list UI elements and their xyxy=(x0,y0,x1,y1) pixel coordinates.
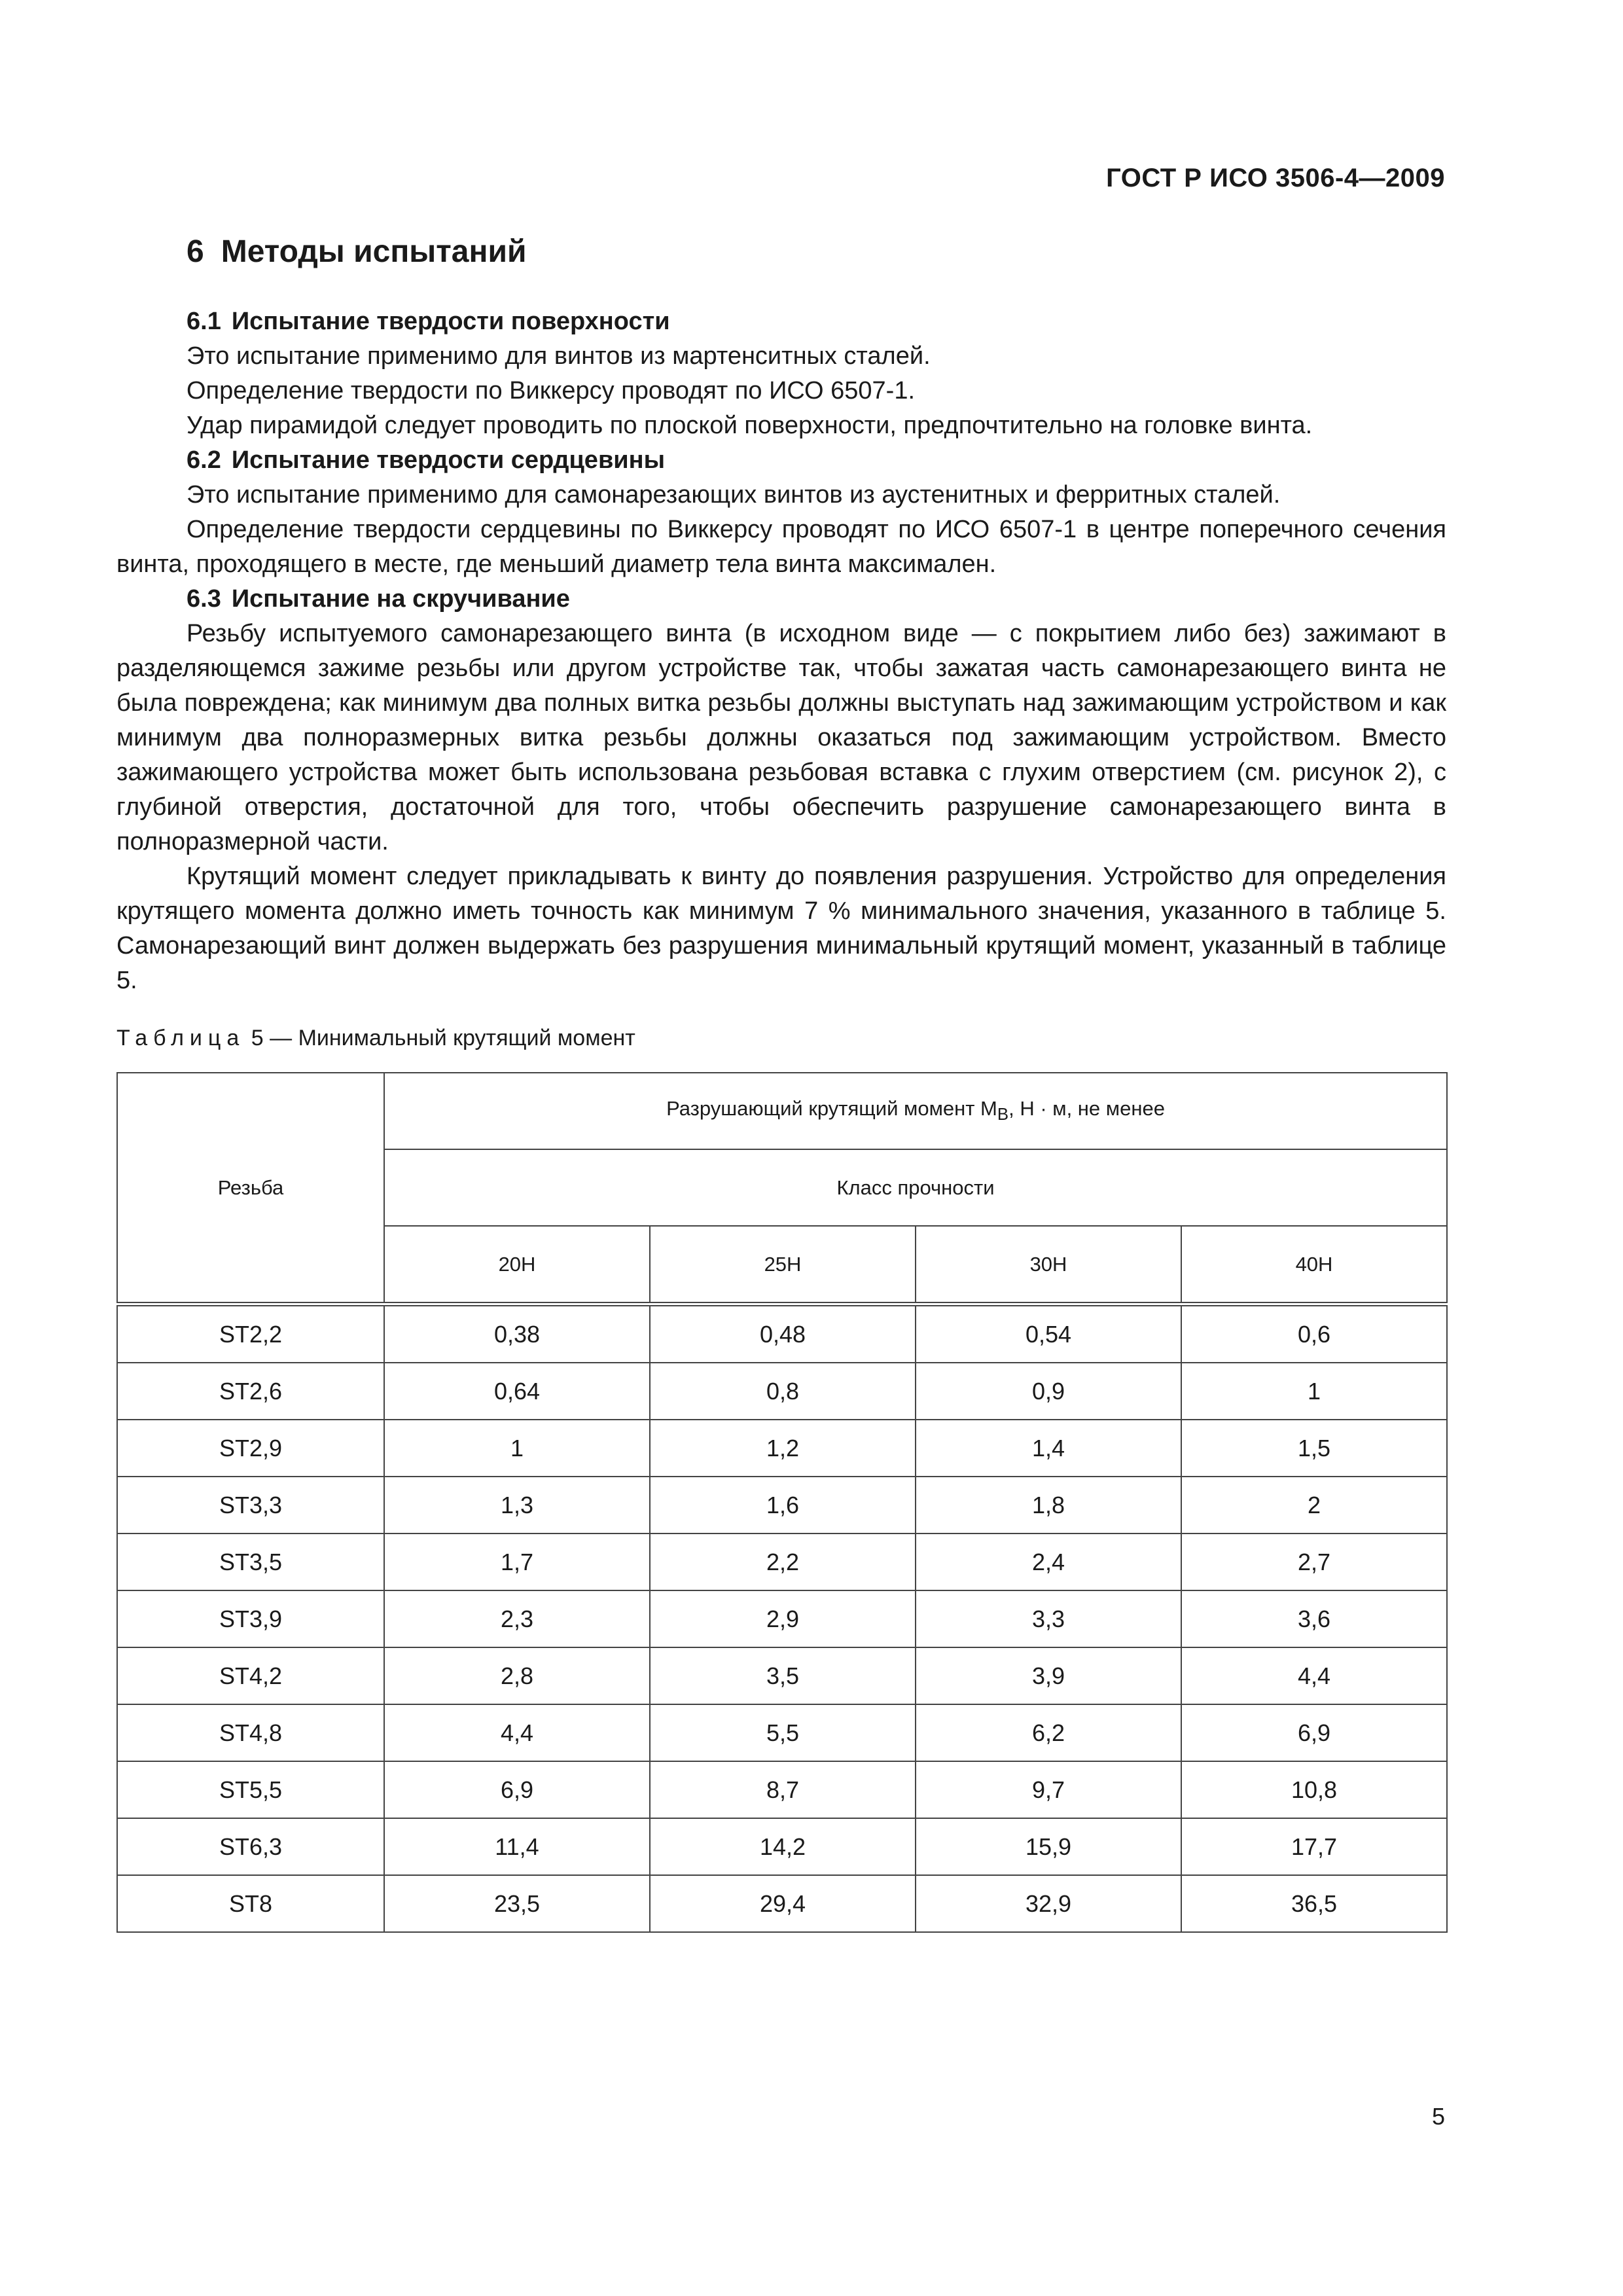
section-body xyxy=(116,304,1446,998)
torque-value-cell: 0,64 xyxy=(384,1363,650,1420)
torque-value-cell: 0,48 xyxy=(650,1304,916,1363)
class-30h: 30H xyxy=(916,1226,1181,1304)
table-caption-label: Таблица xyxy=(116,1026,245,1050)
thread-cell: ST4,8 xyxy=(117,1704,384,1761)
torque-value-cell: 15,9 xyxy=(916,1818,1181,1875)
table-row xyxy=(117,1818,1447,1875)
torque-value-cell: 2,4 xyxy=(916,1534,1181,1590)
torque-value-cell: 1,4 xyxy=(916,1420,1181,1477)
torque-value-cell: 0,9 xyxy=(916,1363,1181,1420)
section-heading xyxy=(187,234,527,270)
torque-value-cell: 2,9 xyxy=(650,1590,916,1647)
table-row xyxy=(117,1363,1447,1420)
paragraph: Резьбу испытуемого самонарезающего винта (в исходном виде — с покрытием либо без) зажимают в разделяющемся зажиме резьбы или другом устройстве так, чтобы зажатая часть самонарезающего винта не была повреждена; как минимум два полных витка резьбы должны выступать над зажимающим устройством и как минимум два полноразмерных витка резьбы должны оказаться под зажимающим устройством. Вместо зажимающего устройства может быть использована резьбовая вставка с глухим отверстием (см. рисунок 2), с глубиной отверстия, достаточной для того, чтобы обеспечить разрушение самонарезающего винта в полноразмерной части. xyxy=(116,620,1446,855)
torque-table xyxy=(116,1072,1448,1933)
torque-value-cell: 2,3 xyxy=(384,1590,650,1647)
table-caption xyxy=(116,1026,635,1051)
subsection-title: Испытание твердости сердцевины xyxy=(231,446,666,474)
thread-cell: ST3,3 xyxy=(117,1477,384,1534)
torque-value-cell: 9,7 xyxy=(916,1761,1181,1818)
torque-value-cell: 0,54 xyxy=(916,1304,1181,1363)
section-title: Методы испытаний xyxy=(221,234,527,269)
thread-cell: ST5,5 xyxy=(117,1761,384,1818)
header-class: Класс прочности xyxy=(384,1149,1447,1226)
table-row xyxy=(117,1704,1447,1761)
header-thread: Резьба xyxy=(117,1073,384,1304)
torque-value-cell: 32,9 xyxy=(916,1875,1181,1932)
torque-value-cell: 3,5 xyxy=(650,1647,916,1704)
torque-value-cell: 11,4 xyxy=(384,1818,650,1875)
torque-value-cell: 2,7 xyxy=(1181,1534,1447,1590)
subsection-title: Испытание твердости поверхности xyxy=(231,308,670,335)
torque-value-cell: 10,8 xyxy=(1181,1761,1447,1818)
torque-value-cell: 36,5 xyxy=(1181,1875,1447,1932)
torque-value-cell: 2,2 xyxy=(650,1534,916,1590)
paragraph: Это испытание применимо для винтов из мартенситных сталей. xyxy=(187,342,931,370)
torque-value-cell: 2 xyxy=(1181,1477,1447,1534)
subsection-number: 6.1 xyxy=(187,308,221,335)
paragraph: Это испытание применимо для самонарезающих винтов из аустенитных и ферритных сталей. xyxy=(187,481,1281,509)
header-moment-subscript: B xyxy=(997,1105,1009,1124)
torque-value-cell: 1,6 xyxy=(650,1477,916,1534)
torque-value-cell: 4,4 xyxy=(1181,1647,1447,1704)
class-20h: 20H xyxy=(384,1226,650,1304)
torque-value-cell: 3,9 xyxy=(916,1647,1181,1704)
table-row xyxy=(117,1477,1447,1534)
torque-value-cell: 6,2 xyxy=(916,1704,1181,1761)
torque-value-cell: 23,5 xyxy=(384,1875,650,1932)
header-moment-text: Разрушающий крутящий момент M xyxy=(666,1097,997,1121)
torque-value-cell: 6,9 xyxy=(384,1761,650,1818)
class-40h: 40H xyxy=(1181,1226,1447,1304)
thread-cell: ST8 xyxy=(117,1875,384,1932)
torque-value-cell: 0,8 xyxy=(650,1363,916,1420)
subsection-heading xyxy=(116,443,1446,478)
torque-value-cell: 1,8 xyxy=(916,1477,1181,1534)
torque-value-cell: 29,4 xyxy=(650,1875,916,1932)
table-row xyxy=(117,1875,1447,1932)
paragraph: Определение твердости сердцевины по Виккерсу проводят по ИСО 6507-1 в центре поперечного сечения винта, проходящего в месте, где меньший диаметр тела винта максимален. xyxy=(116,516,1446,578)
section-number: 6 xyxy=(187,234,204,269)
torque-value-cell: 1,7 xyxy=(384,1534,650,1590)
table-caption-text: 5 — Минимальный крутящий момент xyxy=(251,1026,635,1050)
torque-value-cell: 1 xyxy=(384,1420,650,1477)
torque-value-cell: 17,7 xyxy=(1181,1818,1447,1875)
document-header: ГОСТ Р ИСО 3506-4—2009 xyxy=(1106,164,1445,192)
header-moment-units: , Н · м, не менее xyxy=(1008,1097,1165,1121)
torque-value-cell: 0,6 xyxy=(1181,1304,1447,1363)
torque-value-cell: 4,4 xyxy=(384,1704,650,1761)
thread-cell: ST2,6 xyxy=(117,1363,384,1420)
thread-cell: ST4,2 xyxy=(117,1647,384,1704)
subsection-heading xyxy=(116,582,1446,617)
torque-value-cell: 3,6 xyxy=(1181,1590,1447,1647)
thread-cell: ST6,3 xyxy=(117,1818,384,1875)
class-25h: 25H xyxy=(650,1226,916,1304)
subsection-number: 6.2 xyxy=(187,446,221,474)
table-row xyxy=(117,1534,1447,1590)
torque-value-cell: 6,9 xyxy=(1181,1704,1447,1761)
torque-value-cell: 1,5 xyxy=(1181,1420,1447,1477)
paragraph: Удар пирамидой следует проводить по плоской поверхности, предпочтительно на головке винта. xyxy=(187,412,1313,439)
paragraph: Крутящий момент следует прикладывать к винту до появления разрушения. Устройство для определения крутящего момента должно иметь точность как минимум 7 % минимального значения, указанного в таблице 5. Самонарезающий винт должен выдержать без разрушения минимальный крутящий момент, указанный в таблице 5. xyxy=(116,863,1446,994)
torque-value-cell: 8,7 xyxy=(650,1761,916,1818)
thread-cell: ST2,2 xyxy=(117,1304,384,1363)
table-row xyxy=(117,1647,1447,1704)
torque-value-cell: 0,38 xyxy=(384,1304,650,1363)
torque-value-cell: 1,3 xyxy=(384,1477,650,1534)
table-row xyxy=(117,1761,1447,1818)
torque-value-cell: 2,8 xyxy=(384,1647,650,1704)
thread-cell: ST3,5 xyxy=(117,1534,384,1590)
paragraph: Определение твердости по Виккерсу проводят по ИСО 6507-1. xyxy=(187,377,916,404)
subsection-heading xyxy=(116,304,1446,339)
torque-value-cell: 1 xyxy=(1181,1363,1447,1420)
torque-value-cell: 1,2 xyxy=(650,1420,916,1477)
subsection-number: 6.3 xyxy=(187,585,221,613)
subsection-title: Испытание на скручивание xyxy=(231,585,570,613)
torque-value-cell: 3,3 xyxy=(916,1590,1181,1647)
page-number: 5 xyxy=(1431,2103,1445,2130)
table-row xyxy=(117,1420,1447,1477)
header-moment xyxy=(384,1073,1447,1149)
torque-value-cell: 5,5 xyxy=(650,1704,916,1761)
table-row xyxy=(117,1304,1447,1363)
thread-cell: ST3,9 xyxy=(117,1590,384,1647)
table-row xyxy=(117,1590,1447,1647)
torque-value-cell: 14,2 xyxy=(650,1818,916,1875)
thread-cell: ST2,9 xyxy=(117,1420,384,1477)
